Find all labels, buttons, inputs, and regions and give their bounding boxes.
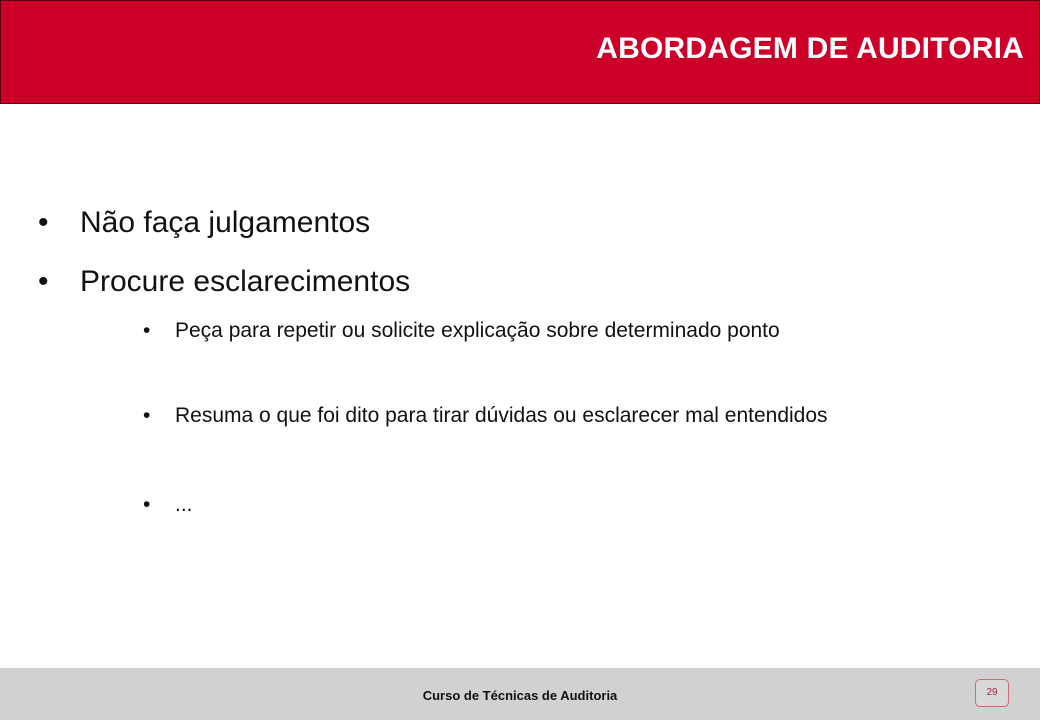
sub-bullet-icon: • — [143, 319, 151, 342]
sub-bullet-item-3 — [143, 488, 963, 521]
sub-bullet-item-1-text: Peça para repetir ou solicite explicação sobre determinado ponto — [175, 319, 780, 342]
sub-bullet-icon: • — [143, 404, 151, 427]
bullet-item-1-text: Não faça julgamentos — [80, 206, 371, 239]
bullet-item-2-text: Procure esclarecimentos — [80, 265, 411, 298]
slide-footer — [0, 668, 1040, 720]
slide-title: ABORDAGEM DE AUDITORIA — [596, 32, 1024, 65]
sub-bullet-icon: • — [143, 493, 151, 516]
bullet-icon: • — [38, 206, 49, 239]
bullet-icon: • — [38, 265, 49, 298]
sub-bullet-item-2-text: Resuma o que foi dito para tirar dúvidas ou esclarecer mal entendidos — [175, 404, 828, 427]
footer-course-name: Curso de Técnicas de Auditoria — [422, 688, 618, 703]
page-number-badge: 29 — [975, 679, 1009, 707]
sub-bullet-item-1 — [143, 314, 963, 347]
sub-bullet-item-2 — [143, 399, 963, 432]
sub-bullet-item-3-text: ... — [175, 493, 193, 516]
